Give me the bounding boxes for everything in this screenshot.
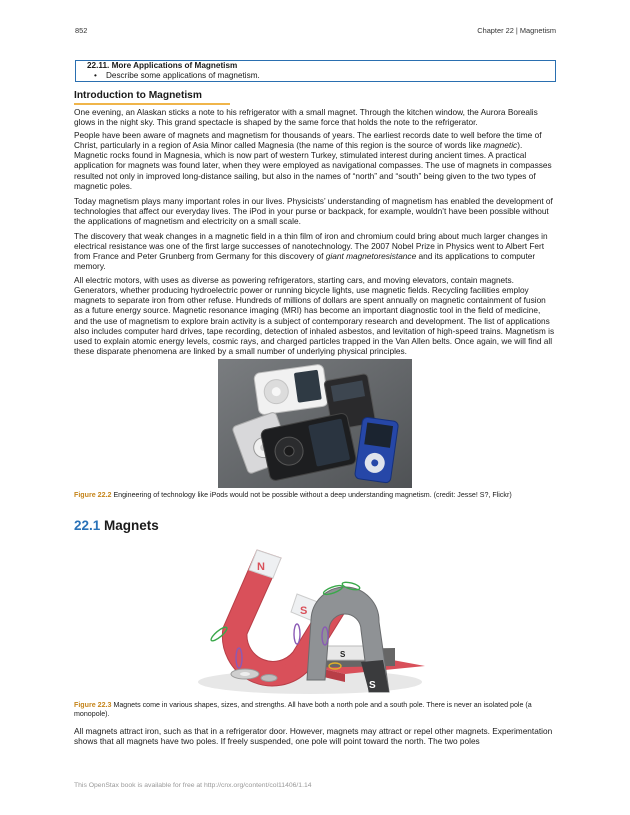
objectives-title: 22.11. More Applications of Magnetism: [87, 61, 238, 70]
intro-heading: Introduction to Magnetism: [74, 90, 202, 101]
magnets-illustration: [185, 542, 435, 698]
magnet-letter-s: S: [340, 650, 346, 659]
section-name: Magnets: [100, 518, 159, 533]
paragraph-text: All electric motors, with uses as diverse as powering refrigerators, starting cars, and moving elevators, contain magnets. Generators, whether producing hydroelectric power or running bicycle lights, use magnetic fields. Recycling facilities employ magnets to separate iron from other refuse. Hundreds of millions of dollars are spent annually on magnetic containment of fusion as a future energy source. Magnetic resonance imaging (MRI) has become an important diagnostic tool in the field of medicine, and the use of magnetism to explore brain activity is a subject of contemporary research and development. The list of applications also includes computer hard drives, tape recording, detection of inhaled asbestos, and levitation of high-speed trains. Magnetism is used to explain atomic energy levels, cosmic rays, and charged particles trapped in the Van Allen belts. Once again, we will find all these disparate phenomena are linked by a small number of underlying physical principles.: [74, 275, 555, 357]
paragraph-text: One evening, an Alaskan sticks a note to his refrigerator with a small magnet. Through the kitchen window, the Aurora Borealis glows in the night sky. This grand spectacle is shaped by the same force that holds the note to the refrigerator.: [74, 107, 538, 128]
italic-term: giant magnetoresistance: [325, 251, 417, 262]
paragraph-text: and its applications to computer memory.: [74, 251, 536, 272]
figure-caption-text: Magnets come in various shapes, sizes, and strengths. All have both a north pole and a south pole. There is never an isolated pole (a monopole).: [74, 701, 532, 718]
intro-paragraph-5: [74, 275, 556, 356]
section-title: [74, 518, 159, 533]
paragraph-text: ). Magnetic rocks found in Magnesia, which is now part of western Turkey, stimulated interest during ancient times. A practical application for magnets was found later, when they were employed as navigational compasses. The use of magnets in compasses resulted not only in improved long-distance sailing, but also in the names of “north” and “south” being given to the two types of magnetic poles.: [74, 140, 552, 191]
ipods-photo: [218, 359, 412, 488]
paragraph-text: The discovery that weak changes in a magnetic field in a thin film of iron and chromium could bring about much larger changes in electrical resistance was one of the first large successes of nanotechnology. The 2007 Nobel Prize in Physics went to Albert Fert from France and Peter Grunberg from Germany for this discovery of: [74, 231, 548, 262]
footer-note: This OpenStax book is available for free at http://cnx.org/content/col11406/1.14: [74, 782, 312, 789]
figure-label: Figure 22.3: [74, 701, 112, 709]
paragraph-text: All magnets attract iron, such as that in a refrigerator door. However, magnets may attract or repel other magnets. Experimentation shows that all magnets have two poles. If freely suspended, one pole will point toward the north. The two poles: [74, 726, 553, 747]
figure-caption-22-3: [74, 701, 556, 719]
figure-label: Figure 22.2: [74, 491, 112, 499]
section-number: 22.1: [74, 518, 101, 533]
figure-caption-22-2: [74, 491, 556, 500]
figure-caption-text: Engineering of technology like iPods would not be possible without a deep understanding magnetism. (credit: Jesse! S?, Flickr): [111, 491, 512, 499]
objective-text: Describe some applications of magnetism.: [106, 71, 260, 80]
ipod-white-classic: [254, 364, 329, 415]
objective-item: [94, 71, 260, 80]
page-number: 852: [75, 26, 88, 35]
magnet-letter-s: S: [369, 680, 376, 691]
italic-term: magnetic: [483, 140, 518, 151]
paragraph-text: People have been aware of magnets and magnetism for thousands of years. The earliest records date to well before the time of Christ, particularly in a region of Asia Minor called Magnesia (the name of this region is the source of words like: [74, 130, 542, 151]
heading-underline: [74, 103, 230, 105]
paragraph-text: Today magnetism plays many important roles in our lives. Physicists’ understanding of magnetism has enabled the development of technologies that affect our everyday lives. The iPod in your purse or backpack, for example, wouldn’t have been possible without the applications of magnetism and electricity on a small scale.: [74, 196, 553, 227]
magnet-letter-s: S: [300, 605, 308, 617]
intro-paragraph-2: [74, 130, 556, 191]
bullet-icon: •: [94, 71, 97, 80]
intro-paragraph-3: [74, 196, 556, 226]
intro-paragraph-1: [74, 107, 556, 127]
intro-paragraph-4: [74, 231, 556, 272]
magnet-letter-n: N: [257, 561, 265, 573]
magnets-paragraph: [74, 726, 556, 746]
learning-objectives-box: [75, 60, 556, 82]
chapter-header: Chapter 22 | Magnetism: [477, 26, 556, 35]
